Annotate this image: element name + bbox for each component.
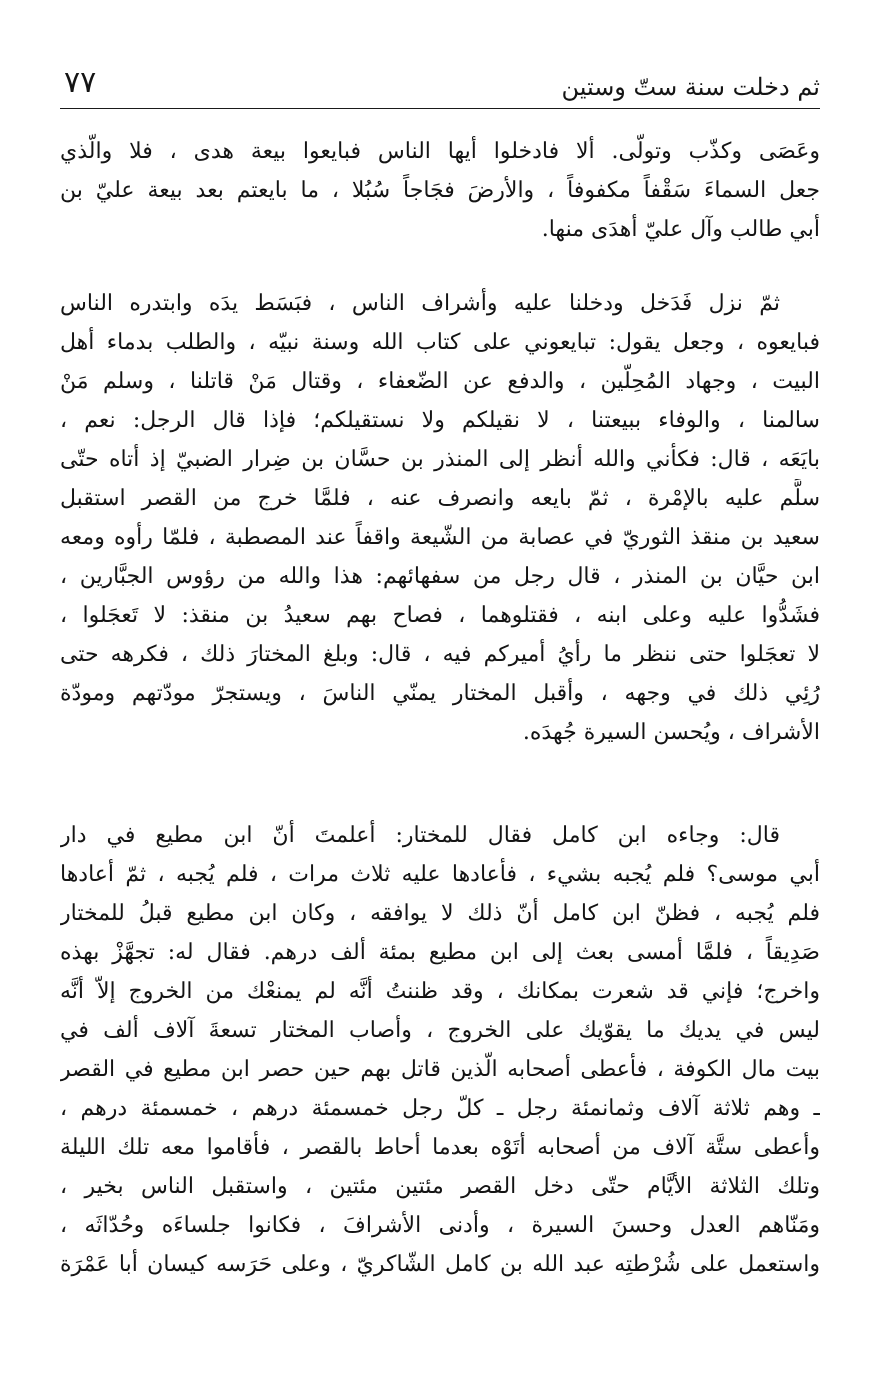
text-line: صَدِيقاً ، فلمَّا أمسى بعث إلى ابن مطيع بمئة ألف درهم. فقال له: تجهَّزْ بهذه: [60, 940, 820, 965]
text-line: بايَعَه ، قال: فكأني والله أنظر إلى المنذر بن حسَّان بن ضِرار الضبيّ إذ أتاه حتّى: [60, 447, 820, 472]
page-number: ٧٧: [64, 65, 97, 100]
text-line: ابن حيَّان بن المنذر ، قال رجل من سفهائهم: هذا والله من رؤوس الجبَّارين ،: [60, 564, 820, 589]
text-line: البيت ، وجهاد المُحِلّين ، والدفع عن الضّعفاء ، وقتال مَنْ قاتلنا ، وسلم مَنْ: [60, 369, 820, 394]
header-rule: [60, 108, 820, 109]
text-line: ثمّ نزل فَدَخل ودخلنا عليه وأشراف الناس ، فبَسَط يدَه وابتدره الناس: [60, 291, 780, 316]
running-header: [60, 66, 820, 106]
text-line: واستعمل على شُرْطتِه عبد الله بن كامل الشّاكريّ ، وعلى حَرَسه كيسان أبا عَمْرَة: [60, 1252, 820, 1277]
text-line: واخرج؛ فإني قد شعرت بمكانك ، وقد ظننتُ أنَّه لم يمنعْك من الخروج إلاّ أنَّه: [60, 979, 820, 1004]
chapter-heading: ثم دخلت سنة ستّ وستين: [561, 73, 820, 101]
text-line: قال: وجاءه ابن كامل فقال للمختار: أعلمتَ أنّ ابن مطيع في دار: [60, 823, 780, 848]
text-line: سالمنا ، والوفاء ببيعتنا ، لا نقيلكم ولا نستقيلكم؛ فإذا قال الرجل: نعم ،: [60, 408, 820, 433]
text-line: وأعطى ستَّة آلاف من أصحابه أتَوْه بعدما أحاط بالقصر ، فأقاموا معه تلك الليلة: [60, 1135, 820, 1160]
text-line: ليس في يديك ما يقوّيك على الخروج ، وأصاب المختار تسعةَ آلاف ألف في: [60, 1018, 820, 1043]
paragraph-3: [60, 816, 820, 1284]
text-line: وتلك الثلاثة الأيَّام حتّى دخل القصر مئتين مئتين ، واستقبل الناس بخير ،: [60, 1174, 820, 1199]
text-line: جعل السماءَ سَقْفاً مكفوفاً ، والأرضَ فجَاجاً سُبُلا ، ما بايعتم بعد بيعة عليّ بن: [60, 178, 820, 203]
text-line: وعَصَى وكذّب وتولّى. ألا فادخلوا أيها الناس فبايعوا بيعة هدى ، فلا والّذي: [60, 139, 820, 164]
text-line: ـ وهم ثلاثة آلاف وثمانمئة رجل ـ كلّ رجل خمسمئة درهم ، خمسمئة درهم ،: [60, 1096, 820, 1121]
text-line: أبي طالب وآل عليّ أهدَى منها.: [541, 217, 820, 242]
text-line: سعيد بن منقذ الثوريّ في عصابة من الشّيعة واقفاً عند المصطبة ، فلمّا رأوه ومعه: [60, 525, 820, 550]
text-line: فبايعوه ، وجعل يقول: تبايعوني على كتاب الله وسنة نبيّه ، والطلب بدماء أهل: [60, 330, 820, 355]
paragraph-2: [60, 284, 820, 752]
text-line: لا تعجَلوا حتى ننظر ما رأيُ أميركم فيه ، قال: وبلغ المختارَ ذلك ، فكرهه حتى: [60, 642, 820, 667]
text-line: فشَدُّوا عليه وعلى ابنه ، فقتلوهما ، فصاح بهم سعيدُ بن منقذ: لا تَعجَلوا ،: [60, 603, 820, 628]
text-line: الأشراف ، ويُحسن السيرة جُهدَه.: [522, 720, 820, 745]
text-line: رُئِي ذلك في وجهه ، وأقبل المختار يمنّي الناسَ ، ويستجرّ مودّتهم ومودّة: [60, 681, 820, 706]
paragraph-1: [60, 132, 820, 249]
text-line: ومَنّاهم العدل وحسنَ السيرة ، وأدنى الأشرافَ ، فكانوا جلساءَه وحُدّاثَه ،: [60, 1213, 820, 1238]
text-line: بيت مال الكوفة ، فأعطى أصحابه الّذين قاتل بهم حين حصر ابن مطيع في القصر: [60, 1057, 820, 1082]
text-line: فلم يُجبه ، فظنّ ابن كامل أنّ ذلك لا يوافقه ، وكان ابن مطيع قبلُ للمختار: [60, 901, 820, 926]
text-line: سلَّم عليه بالإمْرة ، ثمّ بايعه وانصرف عنه ، فلمَّا خرج من القصر استقبل: [60, 486, 820, 511]
text-line: أبي موسى؟ فلم يُجبه بشيء ، فأعادها عليه ثلاث مرات ، فلم يُجبه ، ثمّ أعادها: [60, 862, 820, 887]
